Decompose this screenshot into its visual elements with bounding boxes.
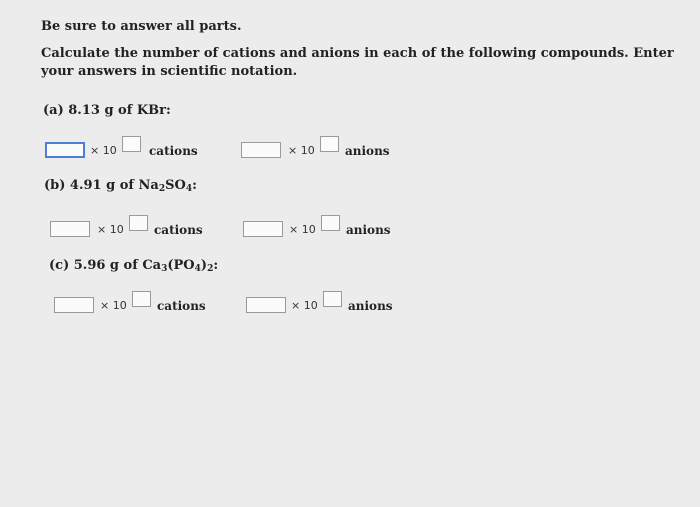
part-b-label [44, 178, 197, 194]
question-prompt: Calculate the number of cations and anions in each of the following compounds. Enter your answers in scientific notation. [41, 46, 674, 79]
part-c-sub-3: 2 [207, 264, 214, 274]
instruction-header: Be sure to answer all parts. [41, 19, 242, 34]
part-b-label-suffix: : [192, 178, 197, 193]
times-ten-label: × 10 [90, 144, 117, 157]
times-ten-label: × 10 [97, 223, 124, 236]
cations-label: cations [157, 299, 206, 313]
part-c-label-mid: (PO [167, 258, 195, 273]
part-c-label-prefix: (c) 5.96 g of Ca [49, 258, 162, 273]
part-c-sub-1: 3 [161, 264, 168, 274]
part-c-label [49, 258, 218, 274]
anions-label: anions [348, 299, 393, 313]
times-ten-label: × 10 [291, 299, 318, 312]
part-a-cations-coefficient-input[interactable] [45, 142, 85, 158]
cations-label: cations [149, 144, 198, 158]
part-c-sub-2: 4 [194, 264, 201, 274]
part-a-anions-coefficient-input[interactable] [241, 142, 281, 158]
anions-label: anions [345, 144, 390, 158]
part-a-cations-exponent-input[interactable] [122, 136, 141, 152]
part-b-anions-exponent-input[interactable] [321, 215, 340, 231]
part-b-cations-coefficient-input[interactable] [50, 221, 90, 237]
part-c-anions-coefficient-input[interactable] [246, 297, 286, 313]
part-c-anions-exponent-input[interactable] [323, 291, 342, 307]
part-b-sub-1: 2 [158, 184, 166, 194]
part-b-anions-coefficient-input[interactable] [243, 221, 283, 237]
part-c-cations-exponent-input[interactable] [132, 291, 151, 307]
part-b-label-prefix: (b) 4.91 g of Na [44, 178, 159, 193]
anions-label: anions [346, 223, 391, 237]
part-b-sub-2: 4 [185, 184, 193, 194]
times-ten-label: × 10 [289, 223, 316, 236]
part-a-label: (a) 8.13 g of KBr: [43, 103, 171, 118]
part-c-cations-coefficient-input[interactable] [54, 297, 94, 313]
part-c-label-mid2: ) [200, 258, 208, 273]
cations-label: cations [154, 223, 203, 237]
part-b-cations-exponent-input[interactable] [129, 215, 148, 231]
times-ten-label: × 10 [288, 144, 315, 157]
part-c-label-suffix: : [213, 258, 219, 273]
part-a-anions-exponent-input[interactable] [320, 136, 339, 152]
part-b-label-mid: SO [165, 178, 186, 193]
times-ten-label: × 10 [100, 299, 127, 312]
